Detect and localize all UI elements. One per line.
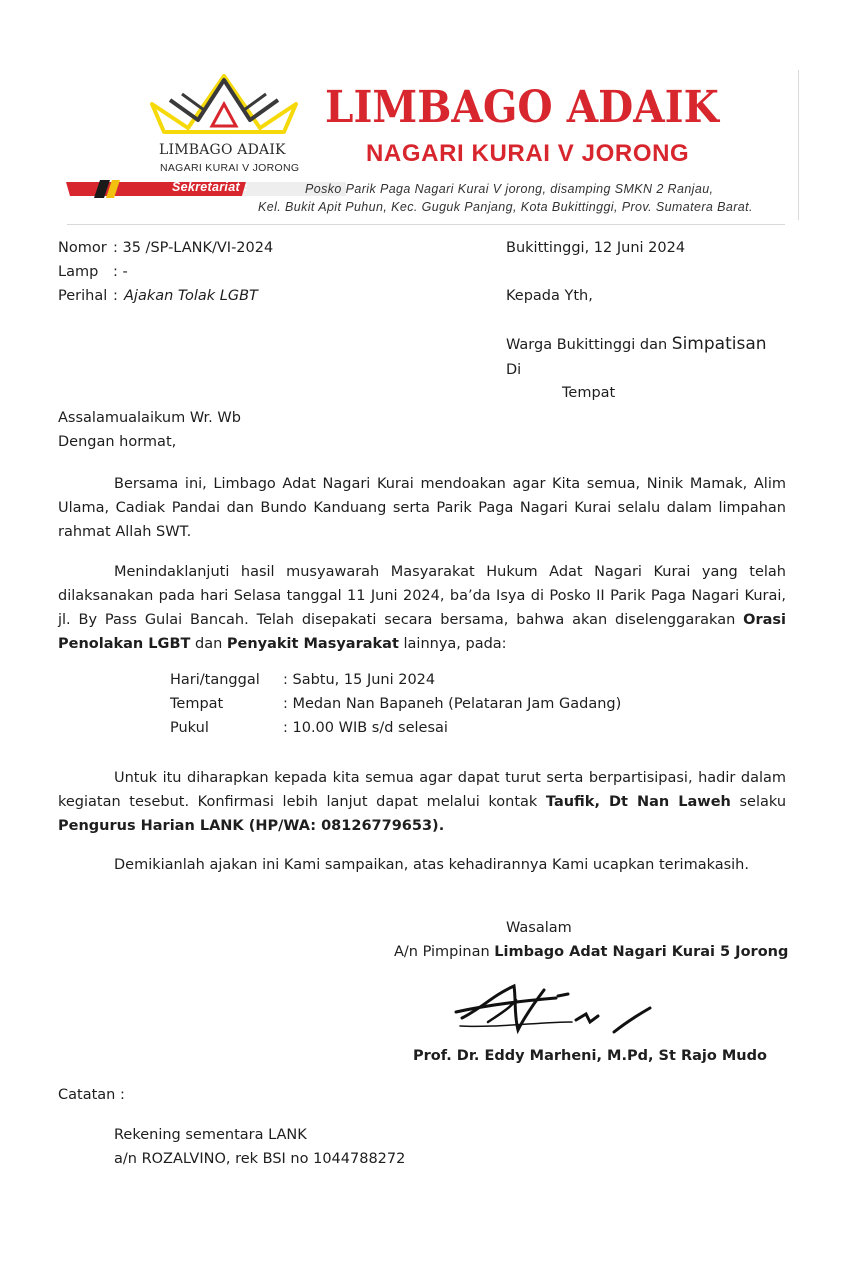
salam: Assalamualaikum Wr. Wb (58, 410, 241, 426)
tempat-label: Tempat (562, 385, 616, 401)
event-label: Pukul (170, 720, 209, 736)
event-value: : Medan Nan Bapaneh (Pelataran Jam Gadang) (283, 696, 622, 712)
paragraph-1-text: Bersama ini, Limbago Adat Nagari Kurai mendoakan agar Kita semua, Ninik Mamak, Alim Ulama, Cadiak Pandai dan Bundo Kanduang serta Parik Paga Nagari Kurai selalu dalam limpahan rahmat Allah SWT. (58, 476, 786, 540)
paragraph-4: Demikianlah ajakan ini Kami sampaikan, atas kehadirannya Kami ucapkan terimakasih. (114, 857, 749, 873)
perihal-label: Perihal (58, 288, 108, 304)
event-label: Tempat (170, 696, 224, 712)
signer-name: Prof. Dr. Eddy Marheni, M.Pd, St Rajo Mudo (413, 1048, 767, 1064)
perihal-value: Ajakan Tolak LGBT (124, 288, 258, 304)
p3-bold-pengurus: Pengurus Harian LANK (HP/WA: 08126779653). (58, 818, 445, 834)
nomor-value: : 35 /SP-LANK/VI-2024 (113, 240, 274, 256)
event-value: : 10.00 WIB s/d selesai (283, 720, 448, 736)
letterhead (0, 0, 842, 232)
event-label: Hari/tanggal (170, 672, 260, 688)
letterhead-divider (67, 224, 785, 225)
letterhead-title: LIMBAGO ADAIK (325, 82, 719, 133)
p3-text-c: selaku (730, 794, 787, 810)
lamp-label: Lamp (58, 264, 99, 280)
address-line-1: Posko Parik Paga Nagari Kurai V jorong, disamping SMKN 2 Ranjau, (305, 182, 714, 196)
event-value: : Sabtu, 15 Juni 2024 (283, 672, 436, 688)
wasalam: Wasalam (506, 920, 572, 936)
address-line-2: Kel. Bukit Apit Puhun, Kec. Guguk Panjang, Kota Bukittinggi, Prov. Sumatera Barat. (258, 200, 753, 214)
p2-text-c: dan (190, 636, 227, 652)
atas-nama-org: Limbago Adat Nagari Kurai 5 Jorong (494, 944, 789, 960)
logo-subtitle: NAGARI KURAI V JORONG (160, 162, 300, 174)
signature-icon (452, 978, 662, 1048)
p3-text-a: Untuk itu diharapkan kepada kita semua agar dapat turut serta berpartisipasi, hadir dalam kegiatan tesebut. Konfirmasi lebih lanjut dapat melalui kontak (58, 770, 786, 810)
p2-bold-penyakit: Penyakit Masyarakat (226, 636, 399, 652)
lamp-value: : - (113, 264, 128, 280)
nomor-label: Nomor (58, 240, 107, 256)
hormat: Dengan hormat, (58, 434, 177, 450)
note-line-1: Rekening sementara LANK (114, 1127, 307, 1143)
p2-bold-orasi: Orasi Penolakan LGBT (58, 612, 786, 652)
catatan-label: Catatan : (58, 1087, 125, 1103)
perihal-colon: : (113, 288, 118, 304)
p3-bold-contact: Taufik, Dt Nan Laweh (545, 794, 731, 810)
paragraph-3 (58, 766, 786, 838)
recipient (506, 334, 767, 354)
sekretariat-label: Sekretariat : (172, 180, 249, 194)
paragraph-1 (58, 472, 786, 544)
di-label: Di (506, 362, 522, 378)
atas-nama-prefix: A/n Pimpinan (394, 944, 495, 960)
p2-text-e: lainnya, pada: (398, 636, 507, 652)
letterhead-subtitle: NAGARI KURAI V JORONG (366, 140, 690, 167)
paragraph-2 (58, 560, 786, 656)
recipient-simpatisan: Simpatisan (671, 334, 767, 354)
p2-text-a: Menindaklanjuti hasil musyawarah Masyarakat Hukum Adat Nagari Kurai yang telah dilaksanakan pada hari Selasa tanggal 11 Juni 2024, ba’da Isya di Posko II Parik Paga Nagari Kurai, jl. By Pass Gulai Bancah. Telah disepakati secara bersama, bahwa akan diselenggarakan (58, 564, 786, 628)
note-line-2: a/n ROZALVINO, rek BSI no 1044788272 (114, 1151, 406, 1167)
atas-nama (394, 944, 788, 960)
recipient-main: Warga Bukittinggi dan (506, 337, 672, 353)
letterhead-edge (798, 70, 799, 220)
logo-title: LIMBAGO ADAIK (159, 142, 286, 158)
kepada-yth: Kepada Yth, (506, 288, 593, 304)
place-date: Bukittinggi, 12 Juni 2024 (506, 240, 686, 256)
